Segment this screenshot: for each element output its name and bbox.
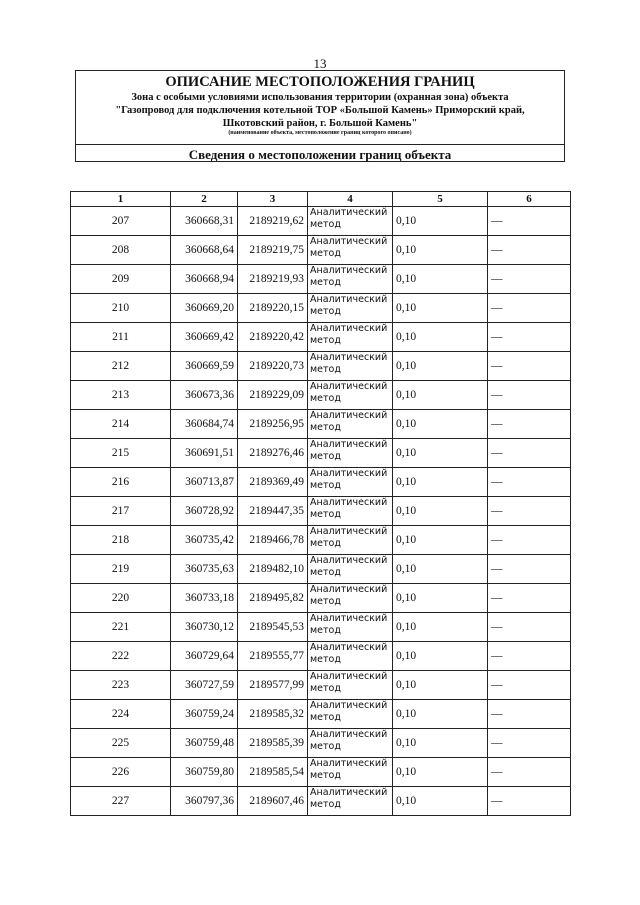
y-coordinate-cell: 2189466,78	[238, 526, 308, 555]
y-coordinate-cell: 2189495,82	[238, 584, 308, 613]
method-cell: Аналитический метод	[308, 410, 393, 439]
method-cell: Аналитический метод	[308, 468, 393, 497]
accuracy-cell: 0,10	[393, 410, 488, 439]
column-header: 5	[393, 192, 488, 207]
description-cell: —	[488, 323, 571, 352]
method-cell: Аналитический метод	[308, 294, 393, 323]
column-header: 3	[238, 192, 308, 207]
column-header: 6	[488, 192, 571, 207]
description-cell: —	[488, 729, 571, 758]
accuracy-cell: 0,10	[393, 265, 488, 294]
x-coordinate-cell: 360691,51	[171, 439, 238, 468]
y-coordinate-cell: 2189220,42	[238, 323, 308, 352]
x-coordinate-cell: 360669,20	[171, 294, 238, 323]
table-row	[71, 700, 571, 729]
method-cell: Аналитический метод	[308, 787, 393, 816]
accuracy-cell: 0,10	[393, 671, 488, 700]
accuracy-cell: 0,10	[393, 352, 488, 381]
description-cell: —	[488, 236, 571, 265]
method-cell: Аналитический метод	[308, 758, 393, 787]
accuracy-cell: 0,10	[393, 526, 488, 555]
accuracy-cell: 0,10	[393, 207, 488, 236]
table-row	[71, 787, 571, 816]
description-cell: —	[488, 410, 571, 439]
table-row	[71, 323, 571, 352]
y-coordinate-cell: 2189555,77	[238, 642, 308, 671]
description-cell: —	[488, 613, 571, 642]
accuracy-cell: 0,10	[393, 700, 488, 729]
y-coordinate-cell: 2189276,46	[238, 439, 308, 468]
description-cell: —	[488, 642, 571, 671]
description-cell: —	[488, 352, 571, 381]
y-coordinate-cell: 2189545,53	[238, 613, 308, 642]
method-cell: Аналитический метод	[308, 584, 393, 613]
point-number-cell: 222	[71, 642, 171, 671]
table-row	[71, 294, 571, 323]
method-cell: Аналитический метод	[308, 381, 393, 410]
section-title: Сведения о местоположении границ объекта	[188, 147, 452, 162]
boundary-coordinates-table	[70, 191, 571, 816]
method-cell: Аналитический метод	[308, 439, 393, 468]
accuracy-cell: 0,10	[393, 613, 488, 642]
accuracy-cell: 0,10	[393, 584, 488, 613]
accuracy-cell: 0,10	[393, 758, 488, 787]
x-coordinate-cell: 360727,59	[171, 671, 238, 700]
point-number-cell: 227	[71, 787, 171, 816]
description-cell: —	[488, 497, 571, 526]
description-cell: —	[488, 207, 571, 236]
table-row	[71, 352, 571, 381]
column-header: 2	[171, 192, 238, 207]
point-number-cell: 214	[71, 410, 171, 439]
header-divider	[76, 144, 564, 145]
table-row	[71, 758, 571, 787]
point-number-cell: 218	[71, 526, 171, 555]
description-cell: —	[488, 758, 571, 787]
point-number-cell: 217	[71, 497, 171, 526]
point-number-cell: 211	[71, 323, 171, 352]
y-coordinate-cell: 2189607,46	[238, 787, 308, 816]
point-number-cell: 207	[71, 207, 171, 236]
point-number-cell: 226	[71, 758, 171, 787]
accuracy-cell: 0,10	[393, 642, 488, 671]
method-cell: Аналитический метод	[308, 555, 393, 584]
x-coordinate-cell: 360797,36	[171, 787, 238, 816]
x-coordinate-cell: 360759,48	[171, 729, 238, 758]
column-header: 4	[308, 192, 393, 207]
point-number-cell: 219	[71, 555, 171, 584]
table-row	[71, 729, 571, 758]
x-coordinate-cell: 360668,64	[171, 236, 238, 265]
y-coordinate-cell: 2189219,62	[238, 207, 308, 236]
x-coordinate-cell: 360730,12	[171, 613, 238, 642]
accuracy-cell: 0,10	[393, 555, 488, 584]
y-coordinate-cell: 2189220,73	[238, 352, 308, 381]
table-row	[71, 207, 571, 236]
table-row	[71, 410, 571, 439]
y-coordinate-cell: 2189219,93	[238, 265, 308, 294]
accuracy-cell: 0,10	[393, 729, 488, 758]
table-row	[71, 468, 571, 497]
accuracy-cell: 0,10	[393, 468, 488, 497]
x-coordinate-cell: 360713,87	[171, 468, 238, 497]
x-coordinate-cell: 360735,63	[171, 555, 238, 584]
point-number-cell: 209	[71, 265, 171, 294]
method-cell: Аналитический метод	[308, 613, 393, 642]
method-cell: Аналитический метод	[308, 700, 393, 729]
description-cell: —	[488, 439, 571, 468]
y-coordinate-cell: 2189219,75	[238, 236, 308, 265]
accuracy-cell: 0,10	[393, 787, 488, 816]
table-row	[71, 671, 571, 700]
y-coordinate-cell: 2189369,49	[238, 468, 308, 497]
x-coordinate-cell: 360733,18	[171, 584, 238, 613]
accuracy-cell: 0,10	[393, 497, 488, 526]
accuracy-cell: 0,10	[393, 381, 488, 410]
object-description-line-2: "Газопровод для подключения котельной ТОР «Большой Камень» Приморский край,	[115, 105, 525, 116]
table-row	[71, 642, 571, 671]
point-number-cell: 210	[71, 294, 171, 323]
object-description-line-1: Зона с особыми условиями использования территории (охранная зона) объекта	[131, 92, 509, 103]
method-cell: Аналитический метод	[308, 642, 393, 671]
description-cell: —	[488, 787, 571, 816]
x-coordinate-cell: 360728,92	[171, 497, 238, 526]
description-cell: —	[488, 700, 571, 729]
page-number: 13	[313, 56, 327, 71]
description-cell: —	[488, 584, 571, 613]
point-number-cell: 208	[71, 236, 171, 265]
y-coordinate-cell: 2189577,99	[238, 671, 308, 700]
document-header	[75, 70, 565, 162]
x-coordinate-cell: 360673,36	[171, 381, 238, 410]
x-coordinate-cell: 360735,42	[171, 526, 238, 555]
point-number-cell: 224	[71, 700, 171, 729]
y-coordinate-cell: 2189447,35	[238, 497, 308, 526]
method-cell: Аналитический метод	[308, 526, 393, 555]
x-coordinate-cell: 360669,59	[171, 352, 238, 381]
description-cell: —	[488, 265, 571, 294]
accuracy-cell: 0,10	[393, 236, 488, 265]
table-row	[71, 236, 571, 265]
table-row	[71, 265, 571, 294]
table-row	[71, 381, 571, 410]
column-header: 1	[71, 192, 171, 207]
x-coordinate-cell: 360684,74	[171, 410, 238, 439]
description-cell: —	[488, 555, 571, 584]
x-coordinate-cell: 360729,64	[171, 642, 238, 671]
description-cell: —	[488, 294, 571, 323]
x-coordinate-cell: 360759,80	[171, 758, 238, 787]
table-header-row	[71, 192, 571, 207]
description-cell: —	[488, 671, 571, 700]
y-coordinate-cell: 2189585,32	[238, 700, 308, 729]
description-cell: —	[488, 468, 571, 497]
object-caption: (наименование объекта, местоположение границ которого описано)	[228, 130, 412, 136]
accuracy-cell: 0,10	[393, 439, 488, 468]
table-row	[71, 439, 571, 468]
object-description-line-3: Шкотовский район, г. Большой Камень"	[222, 118, 418, 129]
y-coordinate-cell: 2189229,09	[238, 381, 308, 410]
point-number-cell: 220	[71, 584, 171, 613]
point-number-cell: 223	[71, 671, 171, 700]
x-coordinate-cell: 360759,24	[171, 700, 238, 729]
method-cell: Аналитический метод	[308, 729, 393, 758]
accuracy-cell: 0,10	[393, 294, 488, 323]
method-cell: Аналитический метод	[308, 352, 393, 381]
method-cell: Аналитический метод	[308, 671, 393, 700]
point-number-cell: 225	[71, 729, 171, 758]
table-row	[71, 526, 571, 555]
y-coordinate-cell: 2189585,54	[238, 758, 308, 787]
point-number-cell: 215	[71, 439, 171, 468]
point-number-cell: 221	[71, 613, 171, 642]
y-coordinate-cell: 2189256,95	[238, 410, 308, 439]
description-cell: —	[488, 526, 571, 555]
x-coordinate-cell: 360668,31	[171, 207, 238, 236]
point-number-cell: 213	[71, 381, 171, 410]
x-coordinate-cell: 360669,42	[171, 323, 238, 352]
table-row	[71, 497, 571, 526]
accuracy-cell: 0,10	[393, 323, 488, 352]
description-cell: —	[488, 381, 571, 410]
y-coordinate-cell: 2189220,15	[238, 294, 308, 323]
table-row	[71, 584, 571, 613]
method-cell: Аналитический метод	[308, 236, 393, 265]
point-number-cell: 216	[71, 468, 171, 497]
document-title: ОПИСАНИЕ МЕСТОПОЛОЖЕНИЯ ГРАНИЦ	[165, 74, 475, 90]
method-cell: Аналитический метод	[308, 265, 393, 294]
y-coordinate-cell: 2189482,10	[238, 555, 308, 584]
y-coordinate-cell: 2189585,39	[238, 729, 308, 758]
table-row	[71, 555, 571, 584]
method-cell: Аналитический метод	[308, 207, 393, 236]
point-number-cell: 212	[71, 352, 171, 381]
method-cell: Аналитический метод	[308, 323, 393, 352]
table-row	[71, 613, 571, 642]
method-cell: Аналитический метод	[308, 497, 393, 526]
x-coordinate-cell: 360668,94	[171, 265, 238, 294]
